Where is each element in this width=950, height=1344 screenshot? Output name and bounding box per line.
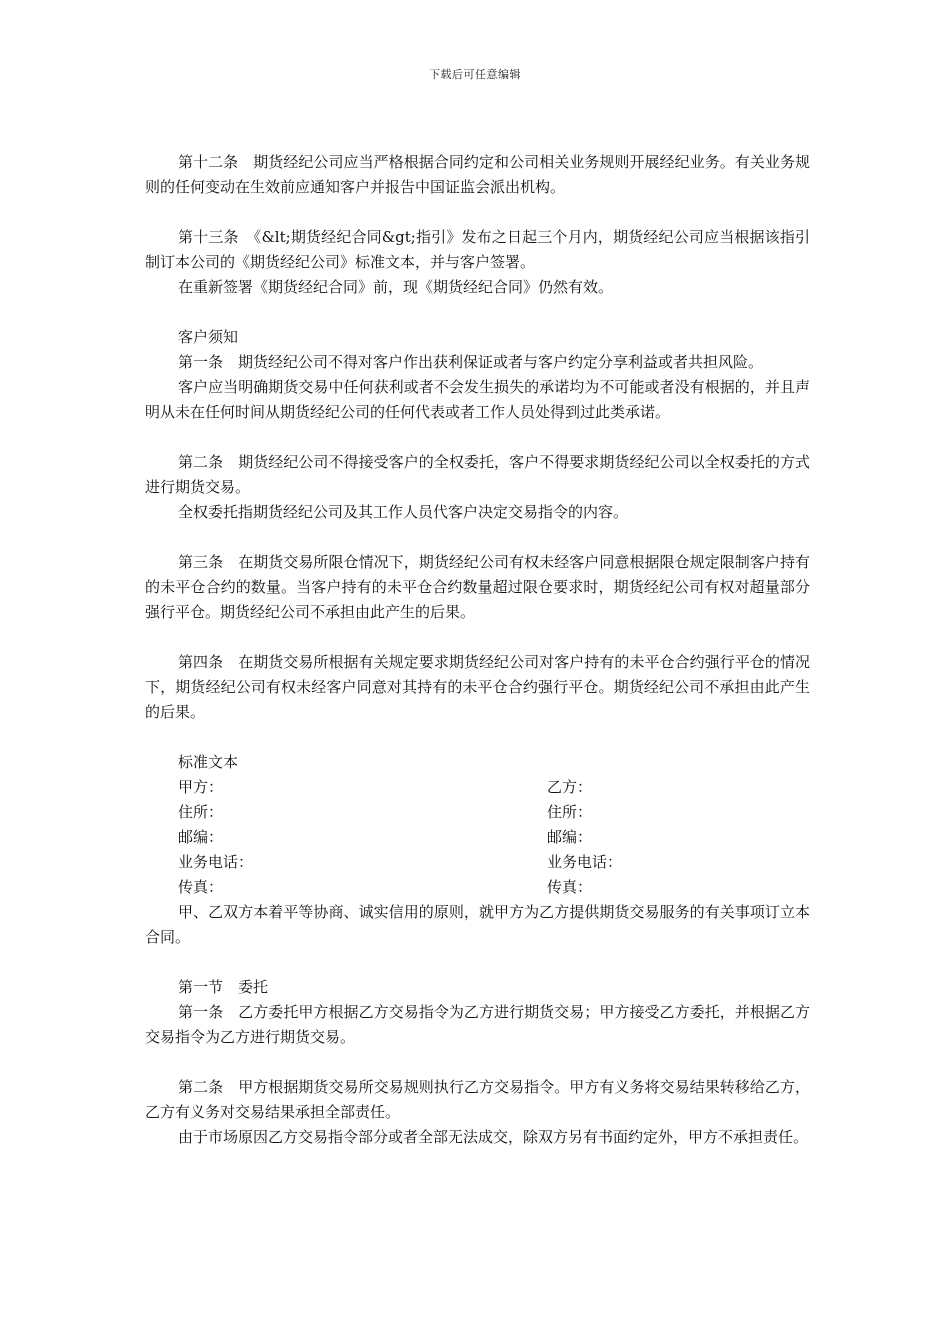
postcode-row [145, 825, 810, 850]
notice-article-2-paragraph-1: 第二条 期货经纪公司不得接受客户的全权委托，客户不得要求期货经纪公司以全权委托的方式进行期货交易。 [145, 453, 810, 496]
fax-row [145, 875, 810, 900]
party-a-label: 甲方： [178, 778, 224, 796]
customer-notice-article-2 [145, 450, 810, 525]
header-note: 下载后可任意编辑 [429, 68, 521, 81]
address-a-label: 住所： [178, 803, 224, 821]
address-b-label: 住所： [547, 803, 593, 821]
section-1-article-2-paragraph-2: 由于市场原因乙方交易指令部分或者全部无法成交，除双方另有书面约定外，甲方不承担责任。 [178, 1128, 809, 1146]
notice-article-2-paragraph-2: 全权委托指期货经纪公司及其工作人员代客户决定交易指令的内容。 [178, 503, 629, 521]
article-12-paragraph: 第十二条 期货经纪公司应当严格根据合同约定和公司相关业务规则开展经纪业务。有关业务规则的任何变动在生效前应通知客户并报告中国证监会派出机构。 [145, 153, 810, 196]
fax-b-label: 传真： [547, 878, 593, 896]
article-13-paragraph-1: 第十三条 《&lt;期货经纪合同&gt;指引》发布之日起三个月内，期货经纪公司应当根据该指引制订本公司的《期货经纪公司》标准文本，并与客户签署。 [145, 228, 810, 271]
section-1-title: 第一节 委托 [178, 978, 269, 996]
article-13-paragraph-2: 在重新签署《期货经纪合同》前，现《期货经纪合同》仍然有效。 [178, 278, 614, 296]
section-1-article-1 [145, 975, 810, 1050]
notice-article-3-paragraph: 第三条 在期货交易所限仓情况下，期货经纪公司有权未经客户同意根据限仓规定限制客户持有的未平仓合约的数量。当客户持有的未平仓合约数量超过限仓要求时，期货经纪公司有权对超量部分强行平仓。期货经纪公司不承担由此产生的后果。 [145, 553, 810, 621]
customer-notice-article-3 [145, 550, 810, 625]
postcode-b-label: 邮编： [547, 828, 593, 846]
postcode-a-label: 邮编： [178, 828, 224, 846]
fax-a-label: 传真： [178, 878, 224, 896]
customer-notice-article-1 [145, 325, 810, 425]
phone-a-label: 业务电话： [178, 853, 254, 871]
section-1-article-1-paragraph: 第一条 乙方委托甲方根据乙方交易指令为乙方进行期货交易；甲方接受乙方委托，并根据乙方交易指令为乙方进行期货交易。 [145, 1003, 810, 1046]
party-b-label: 乙方： [547, 778, 593, 796]
notice-article-4-paragraph: 第四条 在期货交易所根据有关规定要求期货经纪公司对客户持有的未平仓合约强行平仓的情况下，期货经纪公司有权未经客户同意对其持有的未平仓合约强行平仓。期货经纪公司不承担由此产生的后果。 [145, 653, 810, 721]
phone-b-label: 业务电话： [547, 853, 623, 871]
customer-notice-title: 客户须知 [178, 328, 239, 346]
article-12 [145, 150, 810, 200]
party-row [145, 775, 810, 800]
document-body [145, 150, 810, 1175]
article-13 [145, 225, 810, 300]
notice-article-1-paragraph-2: 客户应当明确期货交易中任何获利或者不会发生损失的承诺均为不可能或者没有根据的，并且声明从未在任何时间从期货经纪公司的任何代表或者工作人员处得到过此类承诺。 [145, 378, 810, 421]
notice-article-1-paragraph-1: 第一条 期货经纪公司不得对客户作出获利保证或者与客户约定分享利益或者共担风险。 [178, 353, 764, 371]
contract-preamble: 甲、乙双方本着平等协商、诚实信用的原则，就甲方为乙方提供期货交易服务的有关事项订立本合同。 [145, 903, 810, 946]
standard-text-section [145, 750, 810, 950]
section-1-article-2-paragraph-1: 第二条 甲方根据期货交易所交易规则执行乙方交易指令。甲方有义务将交易结果转移给乙方，乙方有义务对交易结果承担全部责任。 [145, 1078, 810, 1121]
address-row [145, 800, 810, 825]
phone-row [145, 850, 810, 875]
section-1-article-2 [145, 1075, 810, 1150]
standard-text-title: 标准文本 [178, 753, 239, 771]
customer-notice-article-4 [145, 650, 810, 725]
